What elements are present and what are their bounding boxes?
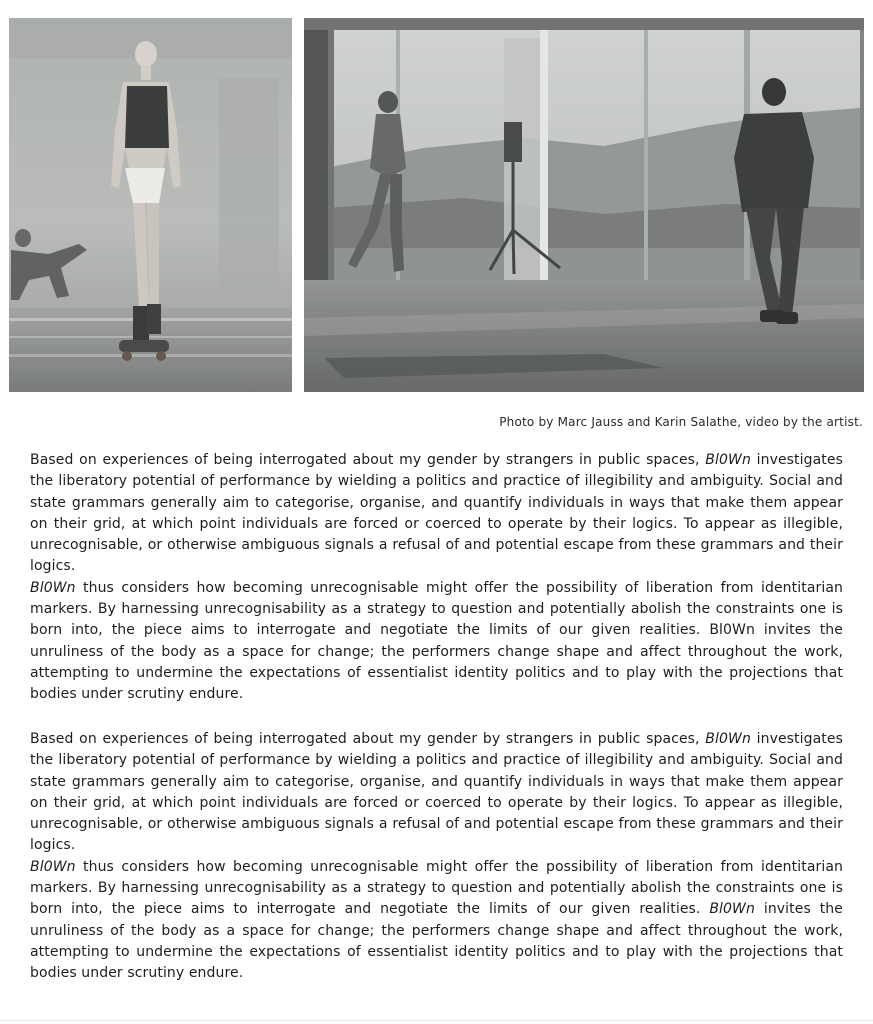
paragraph: Based on experiences of being interrogated about my gender by strangers in public spaces, Bl0Wn investigates the liberatory potential of performance by wielding a politics and practice of illegibility and ambiguity. Social and state grammars generally aim to categorise, organise, and quantify individuals in ways that make them appear on their grid, at which point individuals are forced or coerced to operate by their logics. To appear as illegible, unrecognisable, or otherwise ambiguous signals a refusal of and potential escape from these grammars and their logics.: [30, 452, 843, 575]
photo-caption: Photo by Marc Jauss and Karin Salathe, video by the artist.: [499, 415, 863, 429]
divider: [0, 1020, 873, 1021]
photo-right-image: [304, 18, 864, 392]
text-block-1: [30, 450, 843, 706]
photo-left: [9, 18, 292, 392]
paragraph: Bl0Wn thus considers how becoming unrecognisable might offer the possibility of liberation from identitarian markers. By harnessing unrecognisability as a strategy to question and potentially abolish the constraints one is born into, the piece aims to interrogate and negotiate the limits of our given realities. Bl0Wn invites the unruliness of the body as a space for change; the performers change shape and affect throughout the work, attempting to undermine the expectations of essentialist identity politics and to play with the projections that bodies under scrutiny endure.: [30, 858, 843, 982]
paragraph: Bl0Wn thus considers how becoming unrecognisable might offer the possibility of liberation from identitarian markers. By harnessing unrecognisability as a strategy to question and potentially abolish the constraints one is born into, the piece aims to interrogate and negotiate the limits of our given realities. Bl0Wn invites the unruliness of the body as a space for change; the performers change shape and affect throughout the work, attempting to undermine the expectations of essentialist identity politics and to play with the projections that bodies under scrutiny endure.: [30, 579, 843, 703]
work-title: Bl0Wn: [709, 901, 755, 918]
work-title: Bl0Wn: [705, 452, 751, 468]
photo-right: [304, 18, 864, 392]
work-title: Bl0Wn: [30, 858, 76, 875]
photo-left-image: [9, 18, 292, 392]
work-title: Bl0Wn: [705, 731, 751, 747]
work-title-plain: Bl0Wn: [709, 622, 755, 639]
text-block-2: [30, 729, 843, 985]
work-title: Bl0Wn: [30, 579, 76, 596]
paragraph: Based on experiences of being interrogated about my gender by strangers in public spaces, Bl0Wn investigates the liberatory potential of performance by wielding a politics and practice of illegibility and ambiguity. Social and state grammars generally aim to categorise, organise, and quantify individuals in ways that make them appear on their grid, at which point individuals are forced or coerced to operate by their logics. To appear as illegible, unrecognisable, or otherwise ambiguous signals a refusal of and potential escape from these grammars and their logics.: [30, 731, 843, 854]
